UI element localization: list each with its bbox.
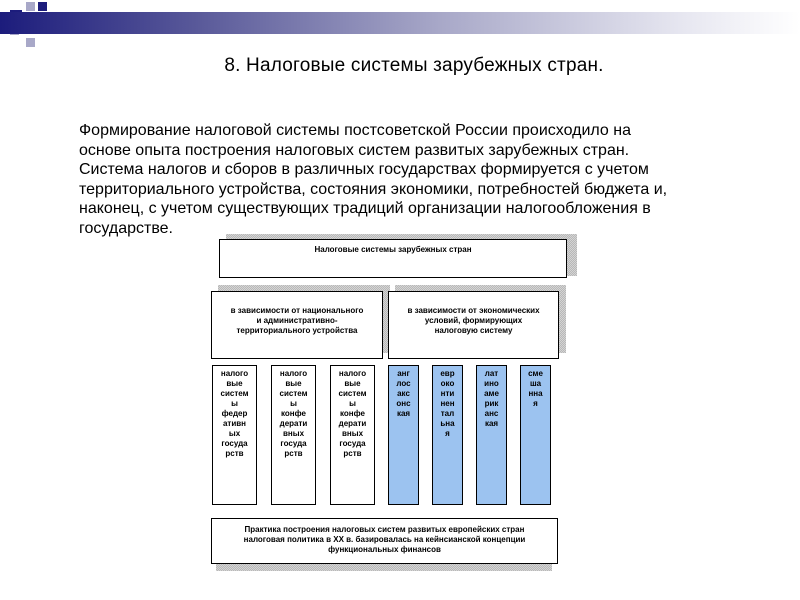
column-line: акс bbox=[397, 389, 410, 398]
column-line: евр bbox=[440, 369, 455, 378]
column-line: лос bbox=[396, 379, 411, 388]
column-confederate-states-2 bbox=[330, 365, 375, 505]
column-line: анг bbox=[397, 369, 410, 378]
decor-gradient-bar bbox=[0, 12, 800, 34]
column-line: вые bbox=[285, 379, 302, 388]
paragraph-line: Система налогов и сборов в различных государствах формируется с учетом bbox=[79, 161, 649, 178]
column-line: систем bbox=[279, 389, 308, 398]
column-line: я bbox=[445, 429, 450, 438]
left-branch-line: и административно- bbox=[256, 316, 338, 325]
diagram-left-branch bbox=[211, 291, 383, 359]
column-line: рик bbox=[484, 399, 499, 408]
column-line: ы bbox=[290, 399, 297, 408]
paragraph-line: основе опыта построения налоговых систем развитых зарубежных стран. bbox=[79, 141, 630, 159]
decor-square-3 bbox=[38, 2, 47, 11]
column-line: рств bbox=[343, 449, 362, 458]
column-line: налого bbox=[279, 369, 308, 378]
column-line: ьна bbox=[440, 419, 455, 428]
column-line: налого bbox=[220, 369, 249, 378]
bottom-box-line: функциональных финансов bbox=[328, 545, 441, 554]
diagram-top-label: Налоговые системы зарубежных стран bbox=[314, 245, 472, 254]
column-line: ы bbox=[349, 399, 356, 408]
column-line: лат bbox=[484, 369, 499, 378]
column-anglo-saxon bbox=[388, 365, 419, 505]
left-branch-line: в зависимости от национального bbox=[230, 306, 364, 315]
column-line: нти bbox=[440, 389, 455, 398]
column-line: аме bbox=[484, 389, 499, 398]
column-line: госуда bbox=[280, 439, 307, 448]
column-mixed bbox=[520, 365, 551, 505]
decor-square-5 bbox=[26, 38, 35, 47]
column-line: вые bbox=[344, 379, 361, 388]
column-line: систем bbox=[338, 389, 367, 398]
column-line: госуда bbox=[221, 439, 248, 448]
column-continental-european bbox=[432, 365, 463, 505]
column-federal-states bbox=[212, 365, 257, 505]
diagram-bottom-box bbox=[211, 518, 558, 564]
column-line: ша bbox=[529, 379, 542, 388]
column-line: вые bbox=[226, 379, 243, 388]
column-line: рств bbox=[225, 449, 244, 458]
column-line: вных bbox=[341, 429, 364, 438]
right-branch-line: в зависимости от экономических bbox=[407, 306, 540, 315]
column-line: нна bbox=[528, 389, 543, 398]
column-line: вных bbox=[282, 429, 305, 438]
paragraph-line: территориального устройства, состояния экономики, потребностей бюджета и, bbox=[79, 180, 668, 198]
column-line: нен bbox=[440, 399, 455, 408]
column-line: дерати bbox=[338, 419, 367, 428]
paragraph-line: Формирование налоговой системы постсоветской России происходило на bbox=[79, 122, 631, 139]
bottom-box-line: Практика построения налоговых систем развитых европейских стран bbox=[244, 525, 525, 534]
column-line: налого bbox=[338, 369, 367, 378]
column-line: ы bbox=[231, 399, 238, 408]
column-line: рств bbox=[284, 449, 303, 458]
column-line: ино bbox=[484, 379, 499, 388]
column-line: конфе bbox=[340, 409, 365, 418]
column-line: анс bbox=[484, 409, 499, 418]
column-line: конфе bbox=[281, 409, 306, 418]
column-line: тал bbox=[440, 409, 455, 418]
diagram-right-branch bbox=[388, 291, 559, 359]
column-line: дерати bbox=[279, 419, 308, 428]
column-line: госуда bbox=[339, 439, 366, 448]
column-latin-american bbox=[476, 365, 507, 505]
page-title: 8. Налоговые системы зарубежных стран. bbox=[224, 55, 604, 76]
bottom-box-line: налоговая политика в XX в. базировалась на кейнсианской концепции bbox=[243, 535, 526, 544]
column-line: кая bbox=[484, 419, 499, 428]
paragraph-line: наконец, с учетом существующих традиций организации налогообложения в bbox=[79, 200, 651, 217]
diagram-top-box bbox=[219, 239, 567, 278]
decor-square-2 bbox=[26, 2, 35, 11]
column-line: ативн bbox=[222, 419, 247, 428]
right-branch-line: условий, формирующих bbox=[424, 316, 523, 325]
left-branch-line: территориального устройства bbox=[236, 326, 358, 335]
column-line: око bbox=[440, 379, 455, 388]
column-line: кая bbox=[396, 409, 411, 418]
intro-paragraph bbox=[79, 121, 739, 238]
column-confederate-states-1 bbox=[271, 365, 316, 505]
paragraph-line: государстве. bbox=[79, 219, 173, 237]
column-line: систем bbox=[220, 389, 249, 398]
column-line: федер bbox=[221, 409, 248, 418]
right-branch-line: налоговую систему bbox=[434, 326, 513, 335]
column-line: я bbox=[533, 399, 538, 408]
column-line: ых bbox=[228, 429, 241, 438]
column-line: сме bbox=[528, 369, 543, 378]
column-line: онс bbox=[396, 399, 411, 408]
